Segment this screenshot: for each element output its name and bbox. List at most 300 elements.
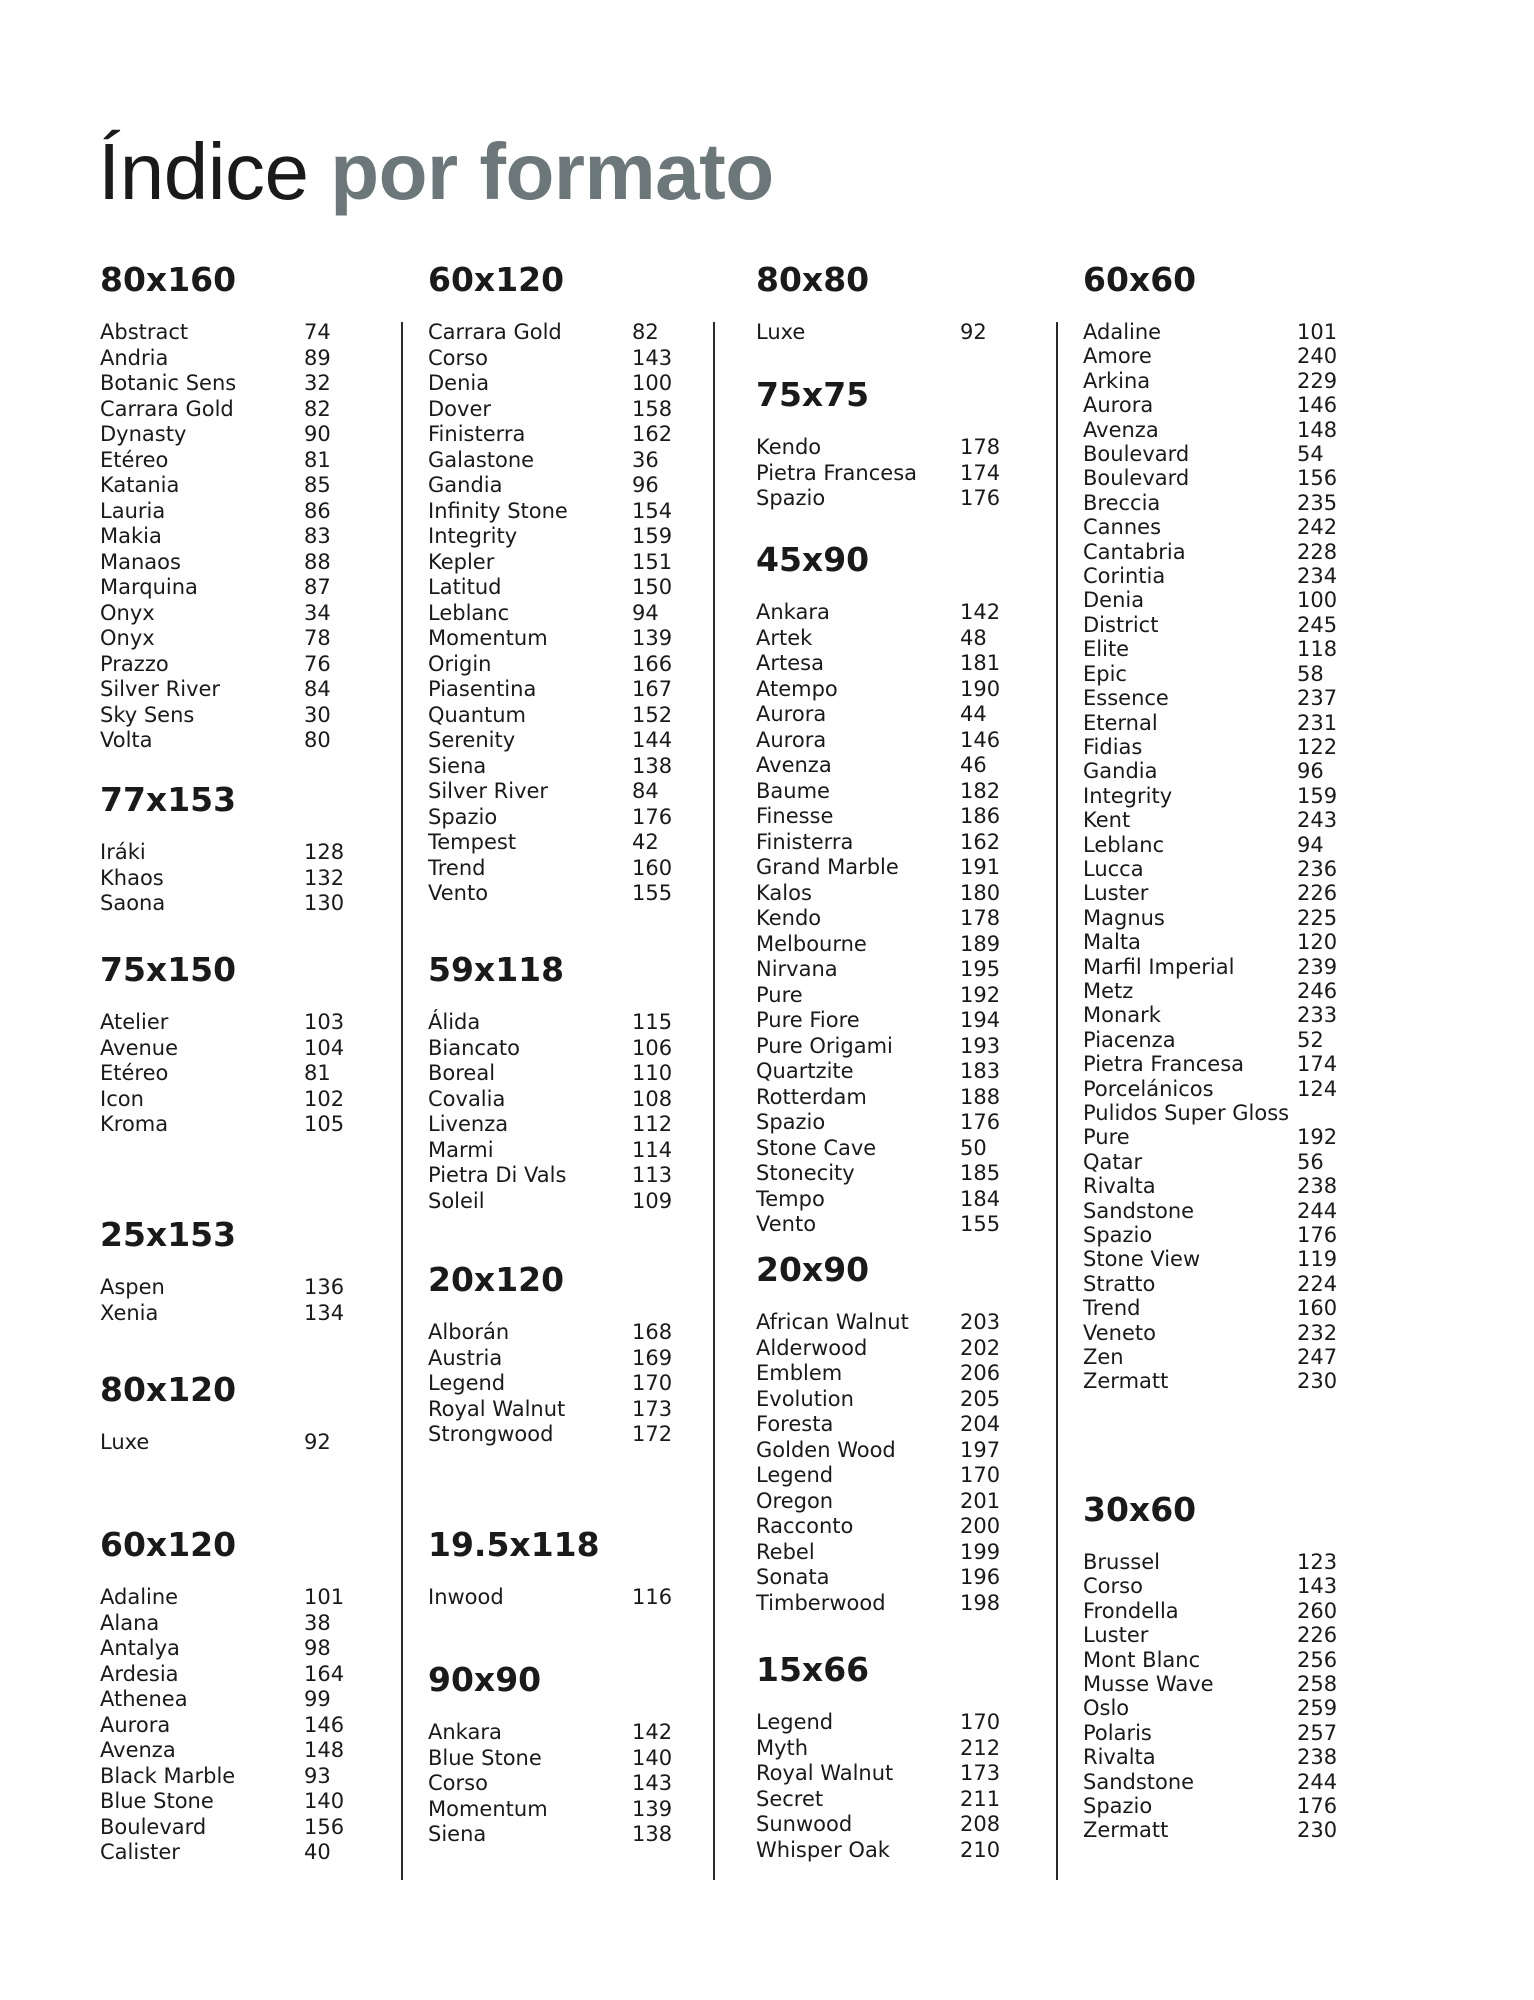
index-entry bbox=[1083, 1223, 1338, 1248]
entry-page: 96 bbox=[632, 473, 659, 497]
index-entry bbox=[756, 1033, 1001, 1060]
entry-page: 82 bbox=[304, 396, 331, 421]
entry-page: 87 bbox=[304, 575, 331, 599]
entry-name: Galastone bbox=[428, 447, 535, 472]
index-entry bbox=[100, 1061, 340, 1087]
entry-page: 195 bbox=[960, 957, 1001, 981]
index-entry bbox=[756, 1186, 1001, 1213]
index-entry bbox=[756, 1735, 1001, 1762]
format-section bbox=[428, 1660, 673, 1848]
index-entry bbox=[756, 1539, 1001, 1566]
index-entry bbox=[756, 1786, 1001, 1813]
entry-name: Veneto bbox=[1083, 1320, 1156, 1345]
index-entry bbox=[100, 840, 345, 866]
entry-page: 142 bbox=[632, 1720, 673, 1744]
entry-page: 84 bbox=[304, 677, 331, 701]
entry-name: Oslo bbox=[1083, 1696, 1130, 1721]
entry-name: Baume bbox=[756, 778, 830, 803]
entry-name: Leblanc bbox=[428, 600, 510, 625]
entry-page: 233 bbox=[1297, 1003, 1338, 1028]
entry-name: Athenea bbox=[100, 1687, 188, 1711]
entry-page: 188 bbox=[960, 1084, 1001, 1109]
index-entry bbox=[756, 906, 1001, 932]
entry-page bbox=[1297, 1101, 1333, 1125]
entry-page: 154 bbox=[632, 498, 673, 523]
index-entry bbox=[1083, 442, 1333, 466]
entry-page: 260 bbox=[1297, 1598, 1338, 1623]
entry-name: Avenza bbox=[1083, 417, 1159, 442]
entry-page: 140 bbox=[632, 1745, 673, 1770]
entry-page: 38 bbox=[304, 1610, 331, 1635]
entry-page: 176 bbox=[960, 486, 1001, 510]
entry-name: Black Marble bbox=[100, 1763, 236, 1788]
entry-name: Origin bbox=[428, 651, 492, 676]
index-entry bbox=[1083, 881, 1338, 906]
entry-name: Gandia bbox=[1083, 759, 1158, 784]
index-entry bbox=[1083, 564, 1338, 589]
index-entry bbox=[428, 651, 673, 678]
entry-page: 113 bbox=[632, 1163, 673, 1187]
entry-page: 148 bbox=[1297, 417, 1338, 442]
index-entry bbox=[100, 524, 340, 550]
index-entry bbox=[100, 448, 340, 474]
index-entry bbox=[756, 1161, 1001, 1187]
entry-name: Luxe bbox=[756, 320, 806, 344]
format-heading: 20x90 bbox=[756, 1250, 870, 1289]
entry-name: Frondella bbox=[1083, 1598, 1179, 1623]
index-entry bbox=[428, 1796, 673, 1823]
entry-page: 148 bbox=[304, 1738, 345, 1762]
entry-page: 190 bbox=[960, 676, 1001, 701]
index-entry bbox=[428, 1396, 673, 1423]
index-entry bbox=[428, 1035, 673, 1062]
format-section bbox=[428, 950, 673, 1214]
entry-name: Musse Wave bbox=[1083, 1672, 1214, 1697]
entry-page: 119 bbox=[1297, 1247, 1338, 1272]
entry-page: 85 bbox=[304, 473, 331, 497]
entry-page: 109 bbox=[632, 1188, 673, 1213]
index-entry bbox=[428, 575, 673, 601]
entry-page: 169 bbox=[632, 1345, 673, 1370]
entry-name: Carrara Gold bbox=[428, 320, 562, 344]
entry-name: Tempest bbox=[428, 830, 517, 854]
format-section bbox=[100, 950, 345, 1138]
entry-name: Tempo bbox=[756, 1186, 825, 1211]
entry-name: Myth bbox=[756, 1735, 809, 1760]
entry-page: 104 bbox=[304, 1035, 345, 1060]
index-entry bbox=[1083, 466, 1338, 491]
index-entry bbox=[756, 702, 996, 728]
entry-name: Quartzite bbox=[756, 1059, 854, 1083]
entry-page: 182 bbox=[960, 778, 1001, 803]
entry-page: 167 bbox=[632, 677, 673, 701]
entry-name: Sky Sens bbox=[100, 702, 195, 727]
index-entry bbox=[756, 460, 1001, 487]
entry-name: Onyx bbox=[100, 626, 155, 650]
entry-name: Spazio bbox=[428, 804, 498, 829]
entry-page: 78 bbox=[304, 626, 331, 650]
entry-name: Integrity bbox=[428, 524, 518, 548]
index-entry bbox=[100, 1300, 345, 1327]
index-entry bbox=[100, 1764, 340, 1790]
index-entry bbox=[1083, 1696, 1338, 1721]
entry-page: 162 bbox=[960, 829, 1001, 854]
index-entry bbox=[756, 1514, 1001, 1540]
entry-name: Legend bbox=[756, 1710, 834, 1734]
entry-name: Lauria bbox=[100, 498, 166, 523]
entry-name: Royal Walnut bbox=[428, 1396, 566, 1421]
entry-page: 46 bbox=[960, 753, 987, 777]
index-entry bbox=[1083, 1574, 1338, 1599]
entry-page: 132 bbox=[304, 865, 345, 890]
entry-name: Pulidos Super Gloss bbox=[1083, 1101, 1290, 1125]
entry-page: 258 bbox=[1297, 1672, 1338, 1697]
entry-page: 156 bbox=[304, 1814, 345, 1839]
entry-name: Luster bbox=[1083, 881, 1149, 906]
entry-name: Kendo bbox=[756, 435, 822, 459]
entry-page: 184 bbox=[960, 1186, 1001, 1211]
index-entry bbox=[1083, 588, 1338, 613]
entry-name: Metz bbox=[1083, 978, 1134, 1003]
entry-name: Serenity bbox=[428, 728, 516, 752]
page-title-emphasis: por formato bbox=[330, 127, 774, 216]
entry-page: 231 bbox=[1297, 710, 1338, 735]
entry-name: Aurora bbox=[756, 727, 827, 752]
entry-name: Abstract bbox=[100, 320, 189, 344]
index-entry bbox=[428, 1345, 673, 1372]
index-entry bbox=[1083, 1769, 1338, 1794]
entry-page: 100 bbox=[1297, 588, 1338, 613]
entry-name: Secret bbox=[756, 1786, 824, 1811]
entry-page: 202 bbox=[960, 1335, 1001, 1360]
entry-name: Makia bbox=[100, 524, 162, 548]
index-entry bbox=[756, 1361, 1001, 1387]
index-entry bbox=[428, 1771, 673, 1797]
index-entry bbox=[100, 1035, 345, 1062]
entry-name: Trend bbox=[428, 855, 486, 880]
index-entry bbox=[100, 1738, 345, 1764]
entry-page: 235 bbox=[1297, 490, 1338, 515]
index-entry bbox=[428, 1720, 673, 1746]
index-entry bbox=[1083, 759, 1333, 783]
index-entry bbox=[428, 524, 673, 550]
entry-name: Nirvana bbox=[756, 957, 838, 981]
entry-name: Spazio bbox=[1083, 1794, 1153, 1819]
entry-name: Adaline bbox=[1083, 320, 1162, 344]
entry-name: Pietra Francesa bbox=[1083, 1052, 1245, 1077]
index-entry bbox=[1083, 1345, 1338, 1370]
index-entry bbox=[428, 1188, 673, 1215]
entry-page: 244 bbox=[1297, 1769, 1338, 1794]
format-heading: 90x90 bbox=[428, 1660, 542, 1699]
entry-page: 183 bbox=[960, 1059, 1001, 1083]
entry-name: Silver River bbox=[100, 677, 221, 701]
index-entry bbox=[1083, 686, 1338, 711]
index-entry bbox=[1083, 1101, 1333, 1125]
entry-name: Adaline bbox=[100, 1585, 179, 1609]
entry-page: 198 bbox=[960, 1590, 1001, 1615]
index-entry bbox=[756, 727, 1001, 754]
entry-page: 170 bbox=[960, 1710, 1001, 1734]
entry-page: 144 bbox=[632, 728, 673, 752]
index-entry bbox=[1083, 710, 1338, 735]
entry-name: Denia bbox=[1083, 588, 1145, 613]
entry-name: Corso bbox=[428, 345, 488, 370]
entry-page: 92 bbox=[304, 1430, 331, 1454]
index-entry bbox=[100, 1611, 340, 1637]
entry-page: 101 bbox=[1297, 320, 1338, 344]
entry-page: 146 bbox=[960, 727, 1001, 752]
entry-page: 186 bbox=[960, 804, 1001, 828]
index-entry bbox=[1083, 1247, 1338, 1272]
index-entry bbox=[1083, 515, 1338, 540]
index-entry bbox=[428, 830, 668, 856]
index-entry bbox=[1083, 368, 1338, 393]
column-divider bbox=[713, 322, 715, 1880]
index-entry bbox=[756, 1412, 1001, 1438]
entry-page: 208 bbox=[960, 1812, 1001, 1836]
entry-page: 80 bbox=[304, 728, 331, 752]
entry-name: Malta bbox=[1083, 930, 1141, 955]
index-entry bbox=[428, 1137, 673, 1164]
entry-name: Livenza bbox=[428, 1112, 509, 1136]
entry-name: Kepler bbox=[428, 549, 495, 574]
entry-page: 238 bbox=[1297, 1174, 1338, 1199]
format-heading: 59x118 bbox=[428, 950, 565, 989]
entry-name: Antalya bbox=[100, 1636, 180, 1660]
entry-page: 242 bbox=[1297, 515, 1338, 540]
entry-name: Rotterdam bbox=[756, 1084, 867, 1109]
format-heading: 60x120 bbox=[100, 1525, 237, 1564]
index-entry bbox=[1083, 1647, 1338, 1672]
entry-name: District bbox=[1083, 612, 1159, 637]
format-section bbox=[1083, 260, 1338, 1394]
entry-page: 152 bbox=[632, 702, 673, 727]
entry-name: Boulevard bbox=[100, 1814, 207, 1839]
entry-name: Corso bbox=[428, 1771, 488, 1795]
entry-name: Volta bbox=[100, 728, 153, 752]
index-entry bbox=[756, 486, 1001, 512]
entry-page: 134 bbox=[304, 1300, 345, 1325]
entry-page: 225 bbox=[1297, 905, 1338, 930]
index-entry bbox=[1083, 833, 1333, 857]
entry-name: Sandstone bbox=[1083, 1198, 1195, 1223]
entry-page: 200 bbox=[960, 1514, 1001, 1538]
index-entry bbox=[428, 881, 673, 907]
entry-page: 155 bbox=[632, 881, 673, 905]
index-entry bbox=[1083, 1369, 1338, 1394]
entry-name: Calister bbox=[100, 1840, 180, 1864]
index-entry bbox=[756, 804, 1001, 830]
index-entry bbox=[1083, 1198, 1338, 1223]
entry-page: 120 bbox=[1297, 930, 1338, 955]
index-entry bbox=[100, 1661, 345, 1688]
entry-name: Atelier bbox=[100, 1010, 169, 1034]
entry-page: 98 bbox=[304, 1636, 331, 1660]
entry-page: 191 bbox=[960, 855, 1001, 879]
format-heading: 80x160 bbox=[100, 260, 237, 299]
entry-name: Qatar bbox=[1083, 1149, 1143, 1174]
entry-name: Quantum bbox=[428, 702, 527, 727]
index-entry bbox=[1083, 1320, 1338, 1345]
entry-name: Piacenza bbox=[1083, 1027, 1176, 1052]
format-section bbox=[756, 1250, 1001, 1616]
entry-name: Covalia bbox=[428, 1086, 506, 1111]
entry-page: 197 bbox=[960, 1437, 1001, 1462]
entry-page: 116 bbox=[632, 1585, 673, 1609]
format-section bbox=[756, 1650, 1001, 1863]
index-entry bbox=[756, 1110, 1001, 1136]
index-entry bbox=[100, 1687, 340, 1713]
entry-page: 94 bbox=[1297, 832, 1324, 857]
entry-name: Kent bbox=[1083, 808, 1131, 833]
entry-page: 166 bbox=[632, 651, 673, 676]
entry-page: 156 bbox=[1297, 466, 1338, 491]
index-entry bbox=[1083, 954, 1338, 979]
entry-name: Alderwood bbox=[756, 1335, 868, 1360]
entry-page: 158 bbox=[632, 396, 673, 421]
entry-name: Spazio bbox=[756, 486, 826, 510]
index-entry bbox=[428, 473, 668, 499]
index-entry bbox=[756, 1590, 1001, 1617]
entry-page: 180 bbox=[960, 880, 1001, 905]
entry-page: 151 bbox=[632, 549, 673, 574]
index-entry bbox=[100, 422, 340, 448]
index-entry bbox=[100, 346, 340, 372]
entry-name: Eternal bbox=[1083, 710, 1158, 735]
entry-name: Luxe bbox=[100, 1430, 150, 1454]
entry-page: 142 bbox=[960, 600, 1001, 624]
format-heading: 25x153 bbox=[100, 1215, 237, 1254]
entry-page: 139 bbox=[632, 1796, 673, 1821]
format-section bbox=[428, 1525, 673, 1611]
entry-name: Manaos bbox=[100, 549, 181, 574]
entry-page: 192 bbox=[1297, 1125, 1338, 1150]
entry-page: 146 bbox=[1297, 393, 1338, 418]
entry-name: Kendo bbox=[756, 906, 822, 930]
format-heading: 77x153 bbox=[100, 780, 237, 819]
index-entry bbox=[100, 1789, 345, 1815]
index-entry bbox=[428, 779, 668, 805]
entry-name: Foresta bbox=[756, 1412, 834, 1436]
entry-name: Pure bbox=[756, 982, 803, 1007]
entry-name: Corintia bbox=[1083, 564, 1166, 589]
index-entry bbox=[756, 320, 996, 346]
entry-page: 76 bbox=[304, 651, 331, 676]
entry-name: Avenza bbox=[756, 753, 832, 777]
entry-name: Aurora bbox=[1083, 393, 1154, 418]
entry-name: Pure bbox=[1083, 1125, 1130, 1150]
index-column-4 bbox=[1083, 260, 1338, 1880]
entry-name: Gandia bbox=[428, 473, 503, 497]
entry-name: Finisterra bbox=[756, 829, 854, 854]
entry-name: Avenue bbox=[100, 1035, 179, 1060]
entry-name: Alborán bbox=[428, 1320, 510, 1344]
entry-name: Zen bbox=[1083, 1345, 1124, 1370]
format-section bbox=[100, 260, 340, 754]
entry-page: 81 bbox=[304, 447, 331, 472]
index-entry bbox=[428, 498, 673, 525]
index-entry bbox=[756, 829, 1001, 856]
entry-page: 56 bbox=[1297, 1149, 1324, 1174]
index-entry bbox=[1083, 1003, 1338, 1028]
entry-page: 140 bbox=[304, 1789, 345, 1813]
entry-name: Stone View bbox=[1083, 1247, 1201, 1272]
index-entry bbox=[1083, 1745, 1338, 1770]
entry-name: Corso bbox=[1083, 1574, 1143, 1599]
index-entry bbox=[428, 1585, 673, 1611]
index-entry bbox=[1083, 905, 1338, 930]
entry-name: Austria bbox=[428, 1345, 503, 1370]
entry-name: Ankara bbox=[428, 1720, 502, 1744]
entry-page: 96 bbox=[1297, 759, 1324, 784]
index-entry bbox=[100, 626, 340, 652]
index-entry bbox=[756, 651, 1001, 677]
format-heading: 15x66 bbox=[756, 1650, 870, 1689]
index-entry bbox=[428, 448, 668, 474]
index-entry bbox=[1083, 734, 1338, 759]
entry-page: 34 bbox=[304, 600, 331, 625]
index-entry bbox=[756, 435, 1001, 461]
format-section bbox=[756, 260, 996, 346]
entry-name: Luster bbox=[1083, 1623, 1149, 1648]
entry-name: Katania bbox=[100, 473, 180, 497]
entry-page: 88 bbox=[304, 549, 331, 574]
index-entry bbox=[756, 1212, 1001, 1238]
index-entry bbox=[756, 1565, 1001, 1591]
entry-name: Oregon bbox=[756, 1488, 834, 1513]
entry-page: 146 bbox=[304, 1712, 345, 1737]
entry-name: Dynasty bbox=[100, 422, 187, 446]
index-entry bbox=[756, 982, 1001, 1009]
entry-page: 42 bbox=[632, 830, 659, 854]
index-entry bbox=[756, 1437, 1001, 1464]
entry-page: 90 bbox=[304, 422, 331, 446]
index-entry bbox=[1083, 1052, 1338, 1077]
index-entry bbox=[756, 1335, 1001, 1362]
index-entry bbox=[100, 1840, 340, 1866]
index-entry bbox=[100, 320, 340, 346]
entry-name: Vento bbox=[428, 881, 489, 905]
entry-page: 240 bbox=[1297, 344, 1338, 369]
entry-page: 201 bbox=[960, 1488, 1001, 1513]
index-entry bbox=[428, 601, 668, 627]
entry-name: Blue Stone bbox=[100, 1789, 214, 1813]
entry-page: 168 bbox=[632, 1320, 673, 1344]
page-title-prefix: Índice bbox=[98, 127, 309, 216]
entry-name: Sandstone bbox=[1083, 1769, 1195, 1794]
entry-page: 178 bbox=[960, 435, 1001, 459]
index-entry bbox=[100, 499, 340, 525]
index-entry bbox=[756, 1463, 1001, 1489]
entry-page: 239 bbox=[1297, 954, 1338, 979]
entry-page: 101 bbox=[304, 1585, 345, 1609]
index-entry bbox=[1083, 393, 1338, 418]
index-entry bbox=[1083, 930, 1338, 955]
entry-page: 230 bbox=[1297, 1818, 1338, 1843]
entry-page: 138 bbox=[632, 1822, 673, 1846]
entry-name: Amore bbox=[1083, 344, 1152, 369]
entry-page: 136 bbox=[304, 1275, 345, 1299]
index-entry bbox=[100, 1010, 345, 1036]
format-heading: 75x150 bbox=[100, 950, 237, 989]
index-entry bbox=[756, 880, 1001, 907]
entry-name: Stratto bbox=[1083, 1271, 1156, 1296]
index-entry bbox=[100, 677, 340, 703]
entry-page: 138 bbox=[632, 753, 673, 778]
entry-name: Silver River bbox=[428, 779, 549, 803]
format-section bbox=[428, 1260, 673, 1448]
